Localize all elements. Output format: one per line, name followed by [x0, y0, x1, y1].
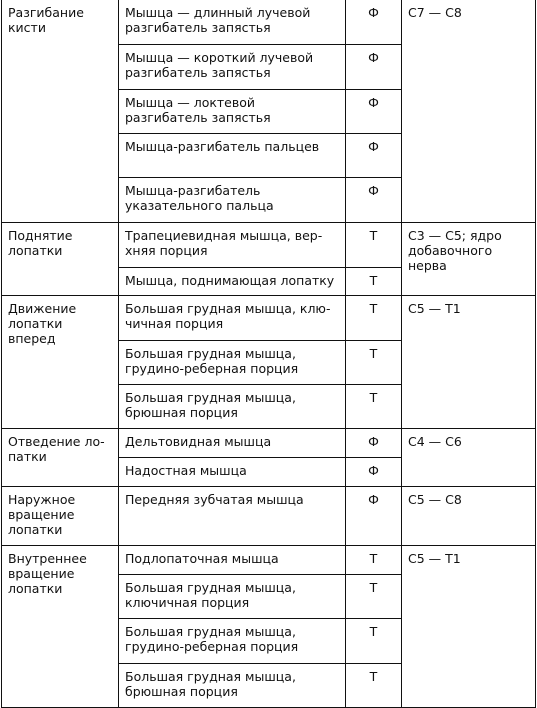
type-cell: Т	[346, 295, 402, 340]
type-cell: Ф	[346, 0, 402, 44]
segment-cell: C4 — C6	[402, 428, 536, 486]
type-cell: Т	[346, 384, 402, 428]
type-cell: Ф	[346, 428, 402, 457]
muscle-cell: Большая грудная мышца, грудино-реберная порция	[119, 618, 346, 663]
type-cell: Т	[346, 574, 402, 618]
movement-cell: Внутреннее вращение лопатки	[2, 545, 119, 707]
muscle-cell: Подлопаточная мышца	[119, 545, 346, 574]
type-cell: Т	[346, 663, 402, 707]
muscle-cell: Мышца, поднимающая лопатку	[119, 267, 346, 295]
muscle-cell: Трапециевидная мышца, вер-хняя порция	[119, 222, 346, 267]
type-cell: Т	[346, 267, 402, 295]
type-cell: Ф	[346, 486, 402, 545]
type-cell: Ф	[346, 44, 402, 89]
segment-cell: C5 — T1	[402, 295, 536, 428]
table-row	[2, 222, 536, 267]
muscle-cell: Большая грудная мышца, ключичная порция	[119, 574, 346, 618]
muscle-cell: Дельтовидная мышца	[119, 428, 346, 457]
muscle-cell: Мышца-разгибатель пальцев	[119, 133, 346, 177]
type-cell: Ф	[346, 177, 402, 222]
table-row	[2, 428, 536, 457]
table-row	[2, 0, 536, 44]
muscle-cell: Мышца — длинный лучевой разгибатель запястья	[119, 0, 346, 44]
muscle-cell: Мышца — локтевой разгибатель запястья	[119, 89, 346, 133]
muscle-innervation-table	[1, 0, 536, 708]
movement-cell: Движение лопатки вперед	[2, 295, 119, 428]
type-cell: Ф	[346, 457, 402, 486]
movement-cell: Разгибание кисти	[2, 0, 119, 222]
movement-cell: Наружное вращение лопатки	[2, 486, 119, 545]
segment-cell: C5 — T1	[402, 545, 536, 707]
table-row	[2, 295, 536, 340]
muscle-cell: Большая грудная мышца, клю-чичная порция	[119, 295, 346, 340]
movement-cell: Отведение ло-патки	[2, 428, 119, 486]
movement-cell: Поднятие лопатки	[2, 222, 119, 295]
type-cell: Т	[346, 222, 402, 267]
type-cell: Т	[346, 618, 402, 663]
segment-cell: C5 — C8	[402, 486, 536, 545]
table-row	[2, 545, 536, 574]
muscle-cell: Большая грудная мышца, брюшная порция	[119, 384, 346, 428]
muscle-cell: Надостная мышца	[119, 457, 346, 486]
muscle-cell: Мышца-разгибатель указательного пальца	[119, 177, 346, 222]
type-cell: Ф	[346, 89, 402, 133]
segment-cell: C3 — C5; ядро добавочного нерва	[402, 222, 536, 295]
type-cell: Т	[346, 545, 402, 574]
muscle-cell: Большая грудная мышца, брюшная порция	[119, 663, 346, 707]
muscle-cell: Мышца — короткий лучевой разгибатель запястья	[119, 44, 346, 89]
segment-cell: C7 — C8	[402, 0, 536, 222]
muscle-cell: Передняя зубчатая мышца	[119, 486, 346, 545]
type-cell: Т	[346, 340, 402, 384]
type-cell: Ф	[346, 133, 402, 177]
muscle-cell: Большая грудная мышца, грудино-реберная порция	[119, 340, 346, 384]
table-row	[2, 486, 536, 545]
